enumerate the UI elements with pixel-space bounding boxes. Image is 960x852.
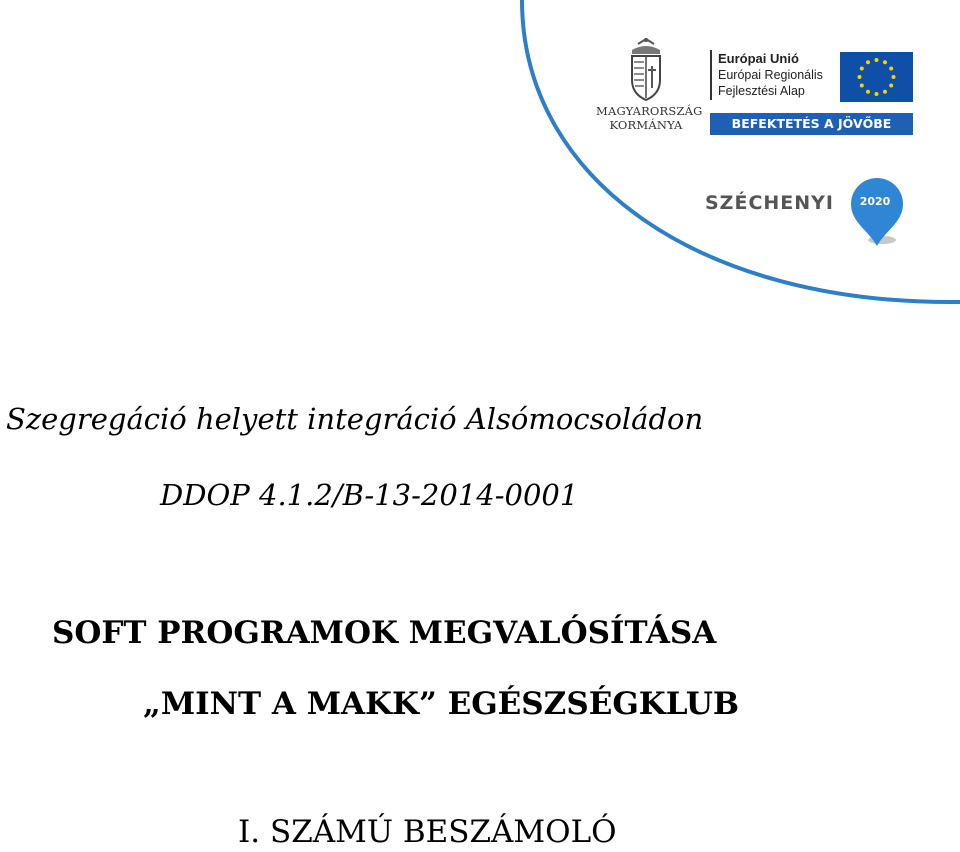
szechenyi-2020-logo bbox=[705, 178, 910, 248]
program-subheading: „MINT A MAKK” EGÉSZSÉGKLUB bbox=[143, 686, 740, 722]
project-code: DDOP 4.1.2/B-13-2014-0001 bbox=[160, 478, 579, 512]
eu-fund-name-line1: Európai Regionális bbox=[718, 68, 823, 82]
hungarian-coat-of-arms-icon bbox=[626, 38, 666, 104]
eu-name: Európai Unió bbox=[718, 51, 799, 66]
szechenyi-word: SZÉCHENYI bbox=[705, 192, 834, 214]
location-pin-icon bbox=[848, 178, 906, 248]
program-heading: SOFT PROGRAMOK MEGVALÓSÍTÁSA bbox=[52, 615, 717, 651]
invest-banner: BEFEKTETÉS A JÖVŐBE bbox=[710, 113, 913, 135]
eu-fund-text bbox=[710, 50, 840, 100]
hungarian-government-logo bbox=[596, 38, 703, 132]
gov-name-line1: MAGYARORSZÁG bbox=[596, 104, 703, 118]
report-title: I. SZÁMÚ BESZÁMOLÓ bbox=[238, 814, 617, 850]
szechenyi-year: 2020 bbox=[859, 195, 891, 208]
project-title: Szegregáció helyett integráció Alsómocsoládon bbox=[6, 402, 704, 436]
eu-fund-name-line2: Fejlesztési Alap bbox=[718, 84, 805, 98]
eu-flag-icon bbox=[840, 52, 913, 102]
gov-name-line2: KORMÁNYA bbox=[609, 118, 683, 132]
